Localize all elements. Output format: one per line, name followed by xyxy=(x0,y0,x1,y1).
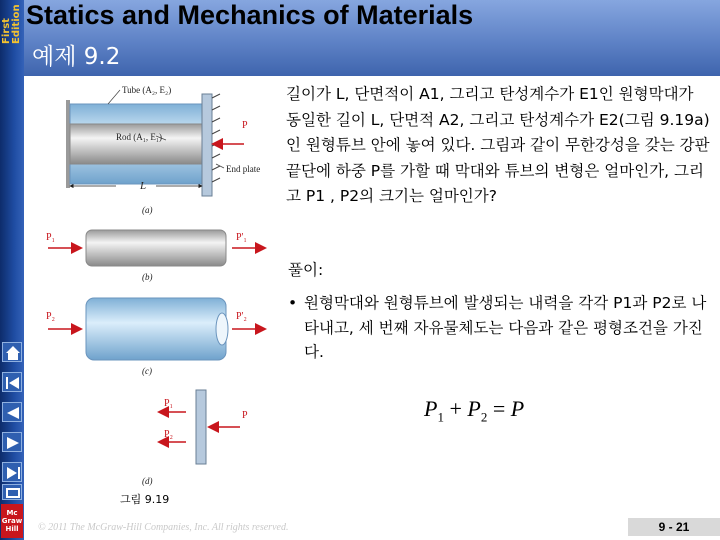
page-number: 9 - 21 xyxy=(628,518,720,536)
rod-label: Rod (A₁, E₁) xyxy=(116,132,163,142)
end-plate-free-body xyxy=(196,390,206,464)
d-p-label: P xyxy=(242,410,248,421)
previous-slide-button[interactable] xyxy=(2,402,22,422)
edition-label: First Edition xyxy=(1,4,22,44)
last-slide-button[interactable] xyxy=(2,462,22,482)
exit-icon xyxy=(4,486,22,500)
figure-c xyxy=(46,298,264,376)
last-slide-icon xyxy=(4,464,22,482)
copyright-notice: © 2011 The McGraw-Hill Companies, Inc. All rights reserved. xyxy=(38,522,289,533)
p1-right-label: P'₁ xyxy=(236,232,247,243)
p2-right-label: P'₂ xyxy=(236,311,247,322)
end-plate xyxy=(202,94,212,196)
next-slide-button[interactable] xyxy=(2,432,22,452)
next-slide-icon xyxy=(4,434,22,452)
figure-a xyxy=(66,85,260,215)
home-icon xyxy=(4,344,22,362)
subfigure-d-label: (d) xyxy=(142,476,153,486)
bullet-icon: • xyxy=(288,294,298,312)
subfigure-c-label: (c) xyxy=(142,366,152,376)
length-label: L xyxy=(140,180,147,192)
d-p1-label: P₁ xyxy=(164,398,174,409)
figure-d xyxy=(142,390,248,486)
p1-left-label: P₁ xyxy=(46,232,56,243)
equilibrium-equation: $P_1 + P_2 = P$ xyxy=(424,396,525,425)
figure-caption: 그림 9.19 xyxy=(120,493,170,506)
figure-9-19 xyxy=(30,80,280,514)
rod-free-body xyxy=(86,230,226,266)
end-plate-label: End plate xyxy=(226,164,261,174)
figure-drawing xyxy=(30,80,280,510)
sidebar xyxy=(0,0,24,540)
home-button[interactable] xyxy=(2,342,22,362)
mcgraw-hill-logo: Mc Graw Hill xyxy=(1,504,23,538)
tube-label: Tube (A₂, E₂) xyxy=(122,85,172,95)
example-title: 예제 9.2 xyxy=(32,44,121,70)
solution-label: 풀이: xyxy=(288,261,324,279)
solution-bullet xyxy=(288,291,708,365)
tube-free-body xyxy=(86,298,226,360)
solution-bullet-text: 원형막대와 원형튜브에 발생되는 내력을 각각 P1과 P2로 나타내고, 세 번째 자유물체도는 다음과 같은 평형조건을 가진다. xyxy=(304,294,707,361)
header-band xyxy=(24,0,720,76)
problem-statement: 길이가 L, 단면적이 A1, 그리고 탄성계수가 E1인 원형막대가 동일한 길이 L, 단면적 A2, 그리고 탄성계수가 E2(그림 9.19a)인 원형튜브 안에 놓여 있다. 그림과 같이 무한강성을 갖는 강판 끝단에 하중 P를 가할 때 막대와 튜브의 변형은 얼마인가, 그리고 P1 , P2의 크기는 얼마인가? xyxy=(286,85,710,205)
first-slide-icon xyxy=(4,374,22,392)
previous-slide-icon xyxy=(4,404,22,422)
rod-body xyxy=(70,124,202,164)
load-label: P xyxy=(242,120,248,131)
p2-left-label: P₂ xyxy=(46,311,56,322)
subfigure-b-label: (b) xyxy=(142,272,153,282)
subfigure-a-label: (a) xyxy=(142,205,153,215)
figure-b xyxy=(46,230,264,282)
exit-button[interactable] xyxy=(2,484,22,500)
course-title: Statics and Mechanics of Materials xyxy=(26,0,474,30)
left-support xyxy=(66,100,70,188)
d-p2-label: P₂ xyxy=(164,429,174,440)
first-slide-button[interactable] xyxy=(2,372,22,392)
